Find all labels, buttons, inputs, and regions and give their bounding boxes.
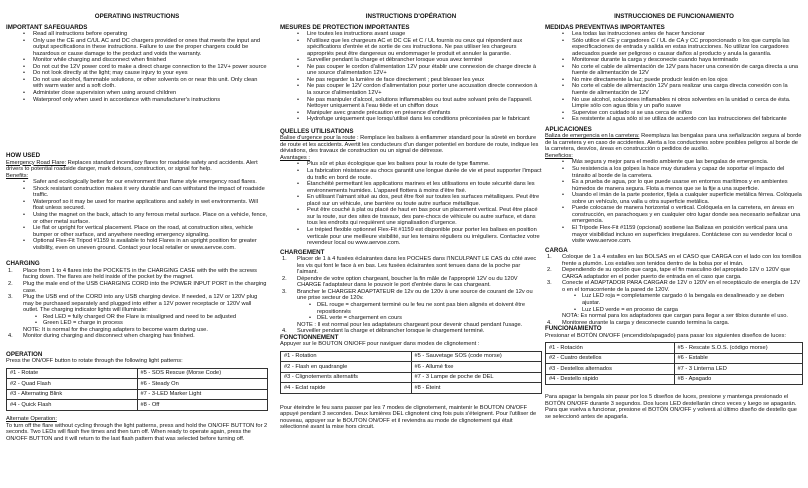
step-text: Surveiller pendant la charge et débrancher lorsque le chargement terminé. (297, 328, 485, 335)
list-item: • Using the magnet on the back, attach to any ferrous metal surface. Place on a vehicle, fence, or other metal surface. (6, 212, 268, 225)
list-item: • Surveiller pendant la charge et débrancher lorsque vous avez terminé (280, 57, 542, 64)
list-item: • Plus sûr et plus écologique que les balises pour la route de type flamme. (280, 161, 542, 168)
list-item: • No corte el cable de alimentación 12V para realizar una carga directa conexión con la fuente de alimentación de 12V (545, 83, 803, 96)
safeguards-list (280, 31, 542, 123)
section-heading: QUELLES UTILISATIONS (280, 127, 354, 135)
list-item: • N'utilisez que les chargeurs AC et DC CE et C / UL fournis ou ceux qui répondent aux spécifications d'entrée et de sortie de ces instructions. Ne pas utiliser les chargeurs appropriés peut être dangereux ou endommager le produit et annuler la garantie. (280, 38, 542, 58)
list-item: • La fabrication résistance au chocs garantit une longue durée de vie et peut supporter l'impact du trafic en bord de route. (280, 168, 542, 181)
list-item: • Do not cut the 12V power cord to make a direct charge connection to the 12V+ power source (6, 64, 268, 71)
list-item: • Lie flat or upright for vertical placement. Place on the road, at construction sites, vehicle bumper or other surface, and anywhere needing emergency signaling. (6, 225, 268, 238)
charging-steps (6, 268, 268, 340)
step-text: Monitor during charging and disconnect when charging has finished. (23, 333, 195, 340)
list-item: • No corte el cable de alimentación de 12V para hacer una conexión de carga directa a una fuente de alimentación de 12V (545, 64, 803, 77)
paragraph: Appuyer sur le BOUTON ON/OFF pour naviguer dans modes de clignotement : (280, 341, 480, 348)
list-item: • Waterproof only when used in accordance with manufacturer's instructions (6, 97, 268, 104)
list-item: • Monitorear durante la carga y desconecte cuando haya terminado (545, 57, 803, 64)
inline-label: Emergency Road Flare: (6, 159, 67, 166)
list-item: • Shock resistant construction makes it very durable and can withstand the impact of roadside traffic. (6, 186, 268, 199)
safeguards-list (545, 31, 803, 123)
list-item: • En utilisant l'aimant situé au dos, peut être fixé sur toutes les surfaces métalliques. Peut être placé sur un véhicule, une barrière ou toute autre surface métallique. (280, 194, 542, 207)
paragraph: To turn off the flare without cycling through the light patterns, press and hold the ON/OFF BUTTON for 2 seconds. Two LEDs will flash five times and then turn off. When ready to operate again, press the ON/OFF BUTTON and it will return to the last flash pattern that was selected before turning off. (6, 422, 268, 442)
list-item: 3. Conecte el ADAPTADOR PARA CARGAR de 12V o 120V en el receptáculo de energía de 12V o en el tomacorriente de la pared de 120V. • Luz LED roja = completamente cargado ó la bengala es desalineado y se deben ajustar. • Luz LED verde = en proceso de carga NOTA: Es normal para los adaptadores que cargan para llegar a ser tibios durante el uso. (545, 280, 803, 319)
indicator-list (280, 302, 542, 322)
table-row (546, 374, 803, 385)
paragraph (6, 160, 268, 173)
list-item: • Green LED = charge in process (6, 320, 268, 327)
list-item: 2. Dependiendo de su opción que carga, tape el fin masculino del apropiado 12V o 120V que CARGA adaptador en el poder puerto de entrada en el caso que carga. (547, 267, 790, 280)
table-cell: #3 - Clignotements alternatifs (281, 372, 412, 383)
section-heading: IMPORTANT SAFEGUARDS (6, 23, 88, 31)
table-cell: #2 - Quad Flash (7, 379, 138, 390)
list-item: • Étanchéité permettant les applications marines et les utilisations en toute sécurité dans les environnements humides. L'appareil flottera à moins d'être fixé. (280, 181, 542, 194)
table-row (7, 368, 268, 379)
indicator-list (545, 293, 803, 313)
table-cell: #3 - Alternating Blink (7, 389, 138, 400)
list-item: • Only use the CE and C/UL AC and DC chargers provided or ones that meets the input and output specifications in these instructions. Failure to use the proper chargers could be hazardous or cause damage to the product and voids the warranty. (6, 38, 268, 58)
step-text: Plug the USB end of the CORD into any USB charging device. If needed, a 12V or 120V plug may be purchased separately and plugged into either a 12V power receptacle or 120V wall outlet. The charging indicator lights will illuminate: (23, 294, 258, 314)
list-item: 3. Brancher le CHARGER ADAPTATEUR de 12v ou de 120v à une source de courant de 12v ou une prise secteur de 120v. • DEL rouge = chargement terminé ou le feu ne sont pas bien alignés et doivent être repositionnés • DEL verte = chargement en cours NOTE : Il est normal pour les adaptateurs chargeant pour devenir chaud pendant l'usage. (280, 289, 542, 328)
table-row (7, 400, 268, 411)
list-item: • Usando el imán de la parte posterior, fíjela a cualquier superficie metálica férrea. Colóquela sobre un vehículo, una valla u otra superficie metálica. (545, 192, 803, 205)
table-cell: #8 - Éteint (411, 383, 542, 394)
benefits-list (280, 161, 542, 246)
benefits-list (6, 179, 268, 251)
table-cell: #8 - Apagado (674, 374, 803, 385)
list-item: • DEL rouge = chargement terminé ou le feu ne sont pas bien alignés et doivent être repositionnés (280, 302, 542, 315)
list-item: • Le trépied flexible optionnel Flex-Fit #1159 est disponible pour porter les balises en position verticale pour une meilleure visibilité, sur les terrains réguliers ou irréguliers. Contactez votre revendeur local ou www.aervoe.com. (280, 227, 542, 247)
note-text: NOTA: Es normal para los adaptadores que cargan para llegar a ser tibios durante el uso. (562, 313, 788, 320)
step-text: Brancher le CHARGER ADAPTATEUR de 12v ou de 120v à une source de courant de 12v ou une prise secteur de 120v. (297, 288, 533, 302)
paragraph (280, 135, 542, 155)
table-cell: #8 - Off (137, 400, 268, 411)
french-column (280, 14, 542, 431)
section-heading: MESURES DE PROTECTION IMPORTANTES (280, 23, 410, 31)
table-cell: #6 - Estable (674, 353, 803, 364)
table-cell: #7 - 3 Linterna LED (674, 364, 803, 375)
step-text: Monitoree durante la carga y desconecte cuando termina la carga. (562, 319, 730, 326)
table-cell: #2 - Cuatro destellos (546, 353, 675, 364)
list-item: • Luz LED roja = completamente cargado ó la bengala es desalineado y se deben ajustar. (545, 293, 803, 306)
inline-label: Balise d'urgence pour la route (280, 135, 356, 142)
table-row (281, 362, 542, 373)
table-cell: #5 - Sauvetage SOS (code morse) (411, 351, 542, 362)
table-cell: #1 - Rotación (546, 343, 675, 354)
table-cell: #6 - Allumé fixe (411, 362, 542, 373)
table-cell: #1 - Rotate (7, 368, 138, 379)
section-heading: HOW USED (6, 152, 41, 160)
paragraph-text: Reemplaza las bengalas para una señalización segura al borde de la carretera y en caso de accidentes. Alerta a los conductores sobre posibles peligros al borde de la carretera, desvíos, áreas en construcción o pedidos de auxilio. (545, 133, 802, 153)
subheading: Benefits: (6, 172, 29, 179)
step-text: Conecte el ADAPTADOR PARA CARGAR de 12V o 120V en el receptáculo de energía de 12V o en el tomacorriente de la pared de 120V. (562, 280, 801, 293)
list-item: • DEL verte = chargement en cours (280, 315, 542, 322)
paragraph-text: : Remplace les balises à enflammer standard pour la sûreté en bordure de route et les accidents. Avertit les conducteurs d'un danger potentiel en bordure de route, indique les déviations, des travaux de construction ou un signal de détresse. (280, 135, 539, 155)
paragraph: Presionar el BOTÓN ON/OFF (encendido/apagado) para pasar los siguientes diseños de luces: (545, 332, 786, 339)
column-title: INSTRUCTIONS D'OPÉRATION (365, 13, 457, 20)
indicator-list (6, 314, 268, 327)
paragraph: Para apagar la bengala sin pasar por los 5 diseños de luces, presione y mantenga presionado el BOTÓN ON/OFF durante 3 segundos. Dos luces LED destellarán cinco veces y luego se apagarán. Para que vuelva a funcionar, presione el BOTÓN ON/OFF y volverá al último diseño de destello que se seleccionó antes de apagarla. (545, 394, 797, 420)
column-title: INSTRUCCIONES DE FUNCIONAMIENTO (614, 13, 734, 20)
section-heading: OPERATION (6, 350, 43, 358)
list-item: • Hydrofuge uniquement que lorsqu'utilisé dans les conditions préconisées par le fabricant (280, 116, 542, 123)
section-heading: APLICACIONES (545, 125, 592, 133)
english-column (6, 14, 268, 442)
list-item: • Ne pas regarder la lumière de face directement ; peut blesser les yeux (280, 77, 542, 84)
list-item: • Peut être couché à plat ou placé de haut en bas pour un placement vertical. Peut être placé sur la route, sur des sites de travaux, des pare-chocs de véhicule ou autre surface, et dans tous les endroits qui requièrent une signalisation d'urgence. (280, 207, 542, 227)
table-cell: #1 - Rotation (281, 351, 412, 362)
list-item: • Lire toutes les instructions avant usage (280, 31, 542, 38)
step-text: Dépendre de votre option chargeant, boucher la fin mâle de l'approprié 12V ou du 120V CHARGE l'adaptateur dans le pouvoir le port d'entrée dans le cas chargeant. (297, 275, 518, 289)
list-item: 2. Dépendre de votre option chargeant, boucher la fin mâle de l'approprié 12V ou du 120V CHARGE l'adaptateur dans le pouvoir le port d'entrée dans le cas chargeant. (282, 275, 518, 289)
list-item: • Monitor while charging and disconnect when finished (6, 57, 268, 64)
paragraph: Pour éteindre le feu sans passer par les 7 modes de clignotement, maintenir le BOUTON ON/OFF appuyé pendant 3 secondes. Deux lumières DEL clignotent cinq fois puis s'éteignent. Pour l'utiliser de nouveau, appuyer sur le BOUTON ON/OFF et il reviendra au mode de clignotement qui était sélectionné avant la mise hors circuit. (280, 404, 537, 431)
section-heading: CARGA (545, 246, 568, 254)
list-item: • Es resistente al agua sólo si se utiliza de acuerdo con las instrucciones del fabricante (545, 116, 803, 123)
list-item: • Do not use alcohol, flammable solutions, or other solvents on or near this unit. Only clean with warm water and a soft cloth. (6, 77, 268, 90)
paragraph (545, 133, 803, 153)
list-item: • Read all instructions before operating (6, 31, 268, 38)
step-text: Place from 1 to 4 flares into the POCKETS in the CHARGING CASE with the with the screws facing down. The flares are held inside of the pocket by the magnet. (23, 267, 257, 281)
step-text: Coloque de 1 a 4 estalles en las BOLSAS en el CASO que CARGA con el lado con los tornillos frente a plumón. Los estalles son tenidos dentro de la bolsa por el imán. (562, 254, 802, 267)
table-row (7, 379, 268, 390)
table-row (281, 351, 542, 362)
safeguards-list (6, 31, 268, 103)
step-text: Plug the male end of the USB CHARGING CORD into the POWER INPUT PORT in the charging case. (23, 280, 267, 294)
table-row (546, 343, 803, 354)
list-item: 4. Monitor during charging and disconnect when charging has finished. (8, 333, 195, 340)
mode-table (6, 368, 268, 411)
list-item: • Ne pas manipuler d'alcool, solutions inflammables ou tout autre solvant près de l'appareil. Nettoyer uniquement à l'eau tiède et un chiffon doux (280, 97, 542, 110)
charging-steps (280, 256, 542, 335)
table-cell: #3 - Destellos alternados (546, 364, 675, 375)
list-item: • Más segura y mejor para el medio ambiente que las bengalas de emergencia. (545, 159, 803, 166)
list-item: • No mire directamente la luz; puede producir lesión en los ojos (545, 77, 803, 84)
table-cell: #4 - Destello rápido (546, 374, 675, 385)
list-item: • Waterproof so it may be used for marine applications and safely in wet environments. Will float unless secured. (6, 199, 268, 212)
list-item: • Safer and ecologically better for our environment than flame style emergency road flares. (6, 179, 268, 186)
column-title: OPERATING INSTRUCTIONS (94, 13, 180, 20)
table-row (281, 372, 542, 383)
list-item: 1. Coloque de 1 a 4 estalles en las BOLSAS en el CASO que CARGA con el lado con los tornillos frente a plumón. Los estalles son tenidos dentro de la bolsa por el imán. (547, 254, 802, 267)
subheading: Alternate Operation: (6, 415, 57, 422)
list-item: • Administer close supervision when using around children (6, 90, 268, 97)
table-row (546, 364, 803, 375)
section-heading: FUNCIONAMIENTO (545, 325, 602, 333)
table-cell: #4 - Quick Flash (7, 400, 138, 411)
list-item: • Su resistencia a los golpes la hace muy duradera y capaz de soportar el impacto del tránsito al borde de la carretera. (545, 166, 803, 179)
section-heading: FONCTIONNEMENT (280, 333, 339, 341)
section-heading: CHARGING (6, 260, 40, 268)
list-item: • Puede colocarse de manera horizontal o vertical. Colóquela en la carretera, en áreas en construcción, en parachoques y en cualquier otro lugar donde sea necesario señalizar una emergencia. (545, 205, 803, 225)
list-item: 4. Surveiller pendant la charge et débrancher lorsque le chargement terminé. (282, 328, 485, 335)
table-cell: #6 - Steady On (137, 379, 268, 390)
section-heading: MEDIDAS PREVENTIVAS IMPORTANTES (545, 23, 665, 31)
note-text: NOTE : Il est normal pour les adaptateurs chargeant pour devenir chaud pendant l'usage. (297, 321, 523, 328)
list-item: • Lea todas las instrucciones antes de hacer funcionar (545, 31, 803, 38)
list-item: 4. Monitoree durante la carga y desconecte cuando termina la carga. (547, 319, 730, 326)
table-cell: #2 - Flash en quadrangle (281, 362, 412, 373)
table-row (7, 389, 268, 400)
list-item: • No use alcohol, soluciones inflamables ni otros solventes en la unidad o cerca de ésta. Limpie sólo con agua tibia y un paño suave (545, 97, 803, 110)
step-text: Placer de 1 à 4 fusées éclairantes dans les POCHES dans l'INCULPANT LE CAS du côté avec les vis qui font le face à en bas. Les fusées éclairantes sont tenues dans de la poche par l'aimant. (297, 256, 537, 276)
list-item: • Es a prueba de agua, por lo que puede usarse en entornos marítimos y en ambientes húmedos de manera segura. Flota a menos que se la fije a una superficie. (545, 179, 803, 192)
list-item: • Sólo utilice el CE y cargadores C / UL de CA y CC proporcionado o los que cumpla las especificaciones de entrada y salida en estas instrucciones. No utilizar los cargadores adecuados puede ser peligroso o causar daños al producto y anula la garantía. (545, 38, 803, 58)
subheading: Beneficios: (545, 152, 573, 159)
table-cell: #4 - Eclat rapide (281, 383, 412, 394)
table-cell: #5 - SOS Rescue (Morse Code) (137, 368, 268, 379)
mode-table (545, 342, 803, 385)
list-item: 2. Plug the male end of the USB CHARGING CORD into the POWER INPUT PORT in the charging case. (8, 280, 267, 294)
table-cell: #7 - 3 Lampe de poche de DEL (411, 372, 542, 383)
note-text: NOTE: It is normal for the charging adapters to become warm during use. (23, 326, 208, 333)
list-item: • Red LED = fully charged OR the Flare is misaligned and need to be adjusted (6, 314, 268, 321)
charging-steps (545, 254, 803, 326)
benefits-list (545, 159, 803, 244)
list-item: • Optional Flex-Fit Tripod #1159 is available to hold Flares in an upright position for greater visibility, even on uneven ground. Contact your local retailer or www.aervoe.com. (6, 238, 268, 251)
section-heading: CHARGEMENT (280, 248, 325, 256)
list-item: • Manipuler avec grande précaution en présence d'enfants (280, 110, 542, 117)
table-row (546, 353, 803, 364)
table-row (281, 383, 542, 394)
paragraph-text: Replaces standard incendiary flares for roadside safety and accidents. Alert drivers to potential roadside danger, mark detours, construction, or signal for help. (6, 159, 258, 173)
paragraph: Press the ON/OFF button to rotate through the following light patterns: (6, 358, 183, 365)
step-text: Dependiendo de su opción que carga, tape el fin masculino del apropiado 12V o 120V que CARGA adaptador en el poder puerto de entrada en el caso que carga. (562, 267, 790, 280)
inline-label: Baliza de emergencia en la carretera: (545, 133, 640, 140)
list-item: • Luz LED verde = en proceso de carga (545, 307, 803, 314)
list-item: • El Trípode Flex-Fit #1159 (opcional) sostiene las Balizas en posición vertical para una mayor visibilidad incluso en superficies irregulares. Contáctese con su vendedor local o visite www.aervoe.com. (545, 225, 803, 245)
table-cell: #7 - 3-LED Marker Light (137, 389, 268, 400)
table-cell: #5 - Rescate S.O.S. (código morse) (674, 343, 803, 354)
list-item: 3. Plug the USB end of the CORD into any USB charging device. If needed, a 12V or 120V plug may be purchased separately and plugged into either a 12V power receptacle or 120V wall outlet. The charging indicator lights will illuminate: • Red LED = fully charged OR the Flare is misaligned and need to be adjusted • Green LED = charge in process NOTE: It is normal for the charging adapters to become warm during use. (6, 294, 268, 333)
list-item: 1. Placer de 1 à 4 fusées éclairantes dans les POCHES dans l'INCULPANT LE CAS du côté avec les vis qui font le face à en bas. Les fusées éclairantes sont tenues dans de la poche par l'aimant. (282, 256, 537, 276)
list-item: • Do not look directly at the light; may cause injury to your eyes (6, 70, 268, 77)
list-item: • Supervise con cuidado si se usa cerca de niños (545, 110, 803, 117)
subheading: Avantages : (280, 154, 310, 161)
mode-table (280, 351, 542, 394)
list-item: • Ne pas couper le cordon d'alimentation 12V pour établir une connexion de charge directe à une source d'alimentation 12V+ (280, 64, 542, 77)
spanish-column (545, 14, 803, 420)
list-item: 1. Place from 1 to 4 flares into the POCKETS in the CHARGING CASE with the with the screws facing down. The flares are held inside of the pocket by the magnet. (8, 267, 257, 281)
list-item: • Ne pas couper le 12V cordon d'alimentation pour porter une accusation directe connexion à la source d'alimentation 12V+ (280, 83, 542, 96)
